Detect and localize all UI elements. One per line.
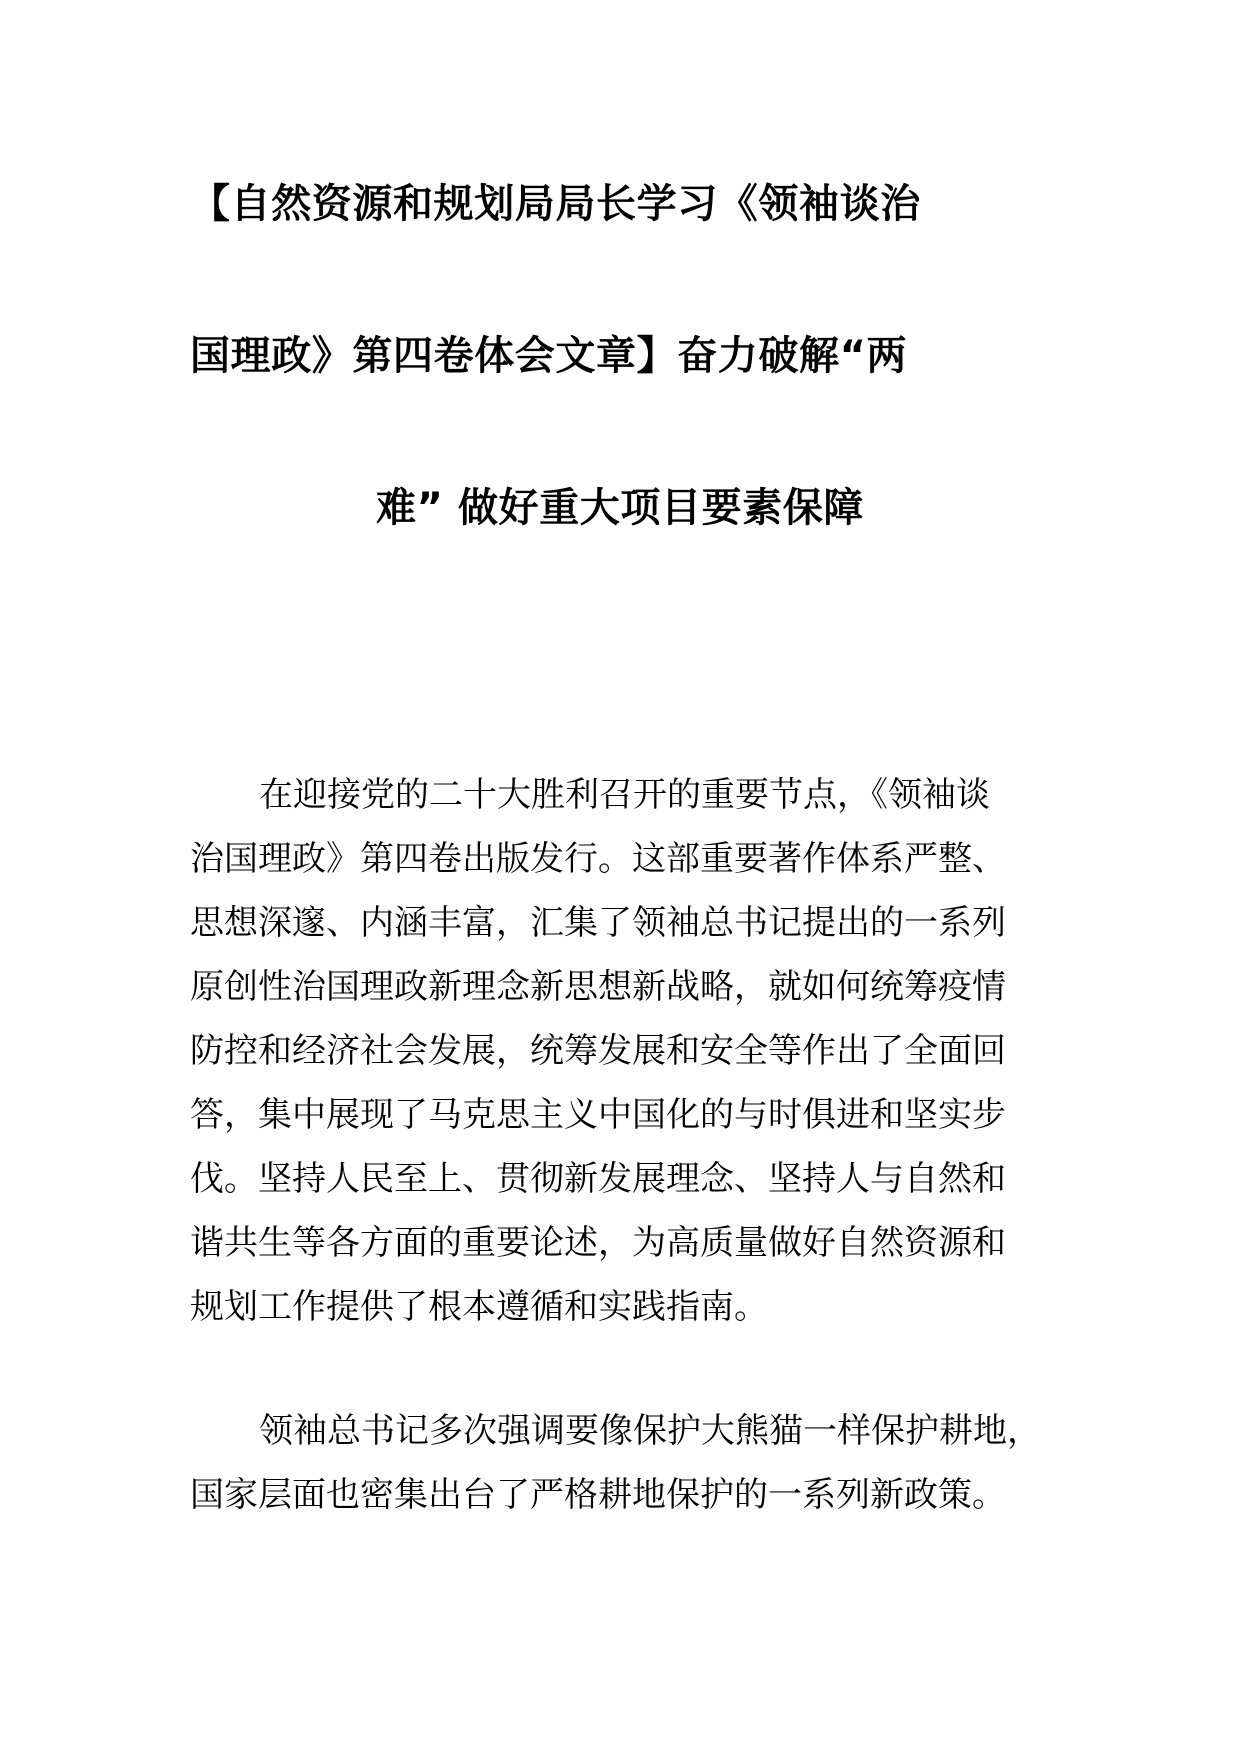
- paragraph-2: [190, 1408, 1060, 1518]
- document-title: [190, 178, 1050, 634]
- paragraph-line: 谐共生等各方面的重要论述，为高质量做好自然资源和: [190, 1223, 1006, 1263]
- paragraph-line: 伐。坚持人民至上、贯彻新发展理念、坚持人与自然和: [190, 1159, 1006, 1199]
- paragraph-spacer: [190, 1348, 1060, 1408]
- paragraph-line: 领袖总书记多次强调要像保护大熊猫一样保护耕地，: [259, 1411, 1041, 1451]
- paragraph-line: 治国理政》第四卷出版发行。这部重要著作体系严整、: [190, 839, 1006, 879]
- paragraph-line: 原创性治国理政新理念新思想新战略，就如何统筹疫情: [190, 967, 1006, 1007]
- paragraph-1: [190, 772, 1060, 1330]
- paragraph-line: 防控和经济社会发展，统筹发展和安全等作出了全面回: [190, 1031, 1006, 1071]
- paragraph-line: 思想深邃、内涵丰富，汇集了领袖总书记提出的一系列: [190, 903, 1006, 943]
- title-line-3: 难” 做好重大项目要素保障: [375, 485, 864, 531]
- paragraph-line: 国家层面也密集出台了严格耕地保护的一系列新政策。: [190, 1475, 1006, 1515]
- title-line-2: 国理政》第四卷体会文章】奋力破解“两: [190, 333, 908, 379]
- paragraph-line: 在迎接党的二十大胜利召开的重要节点，《领袖谈: [259, 775, 990, 815]
- title-line-1: 【自然资源和规划局局长学习《领袖谈治: [190, 181, 921, 227]
- document-body: [190, 772, 1060, 1536]
- paragraph-line: 答，集中展现了马克思主义中国化的与时俱进和坚实步: [190, 1095, 1006, 1135]
- paragraph-line: 规划工作提供了根本遵循和实践指南。: [190, 1287, 768, 1327]
